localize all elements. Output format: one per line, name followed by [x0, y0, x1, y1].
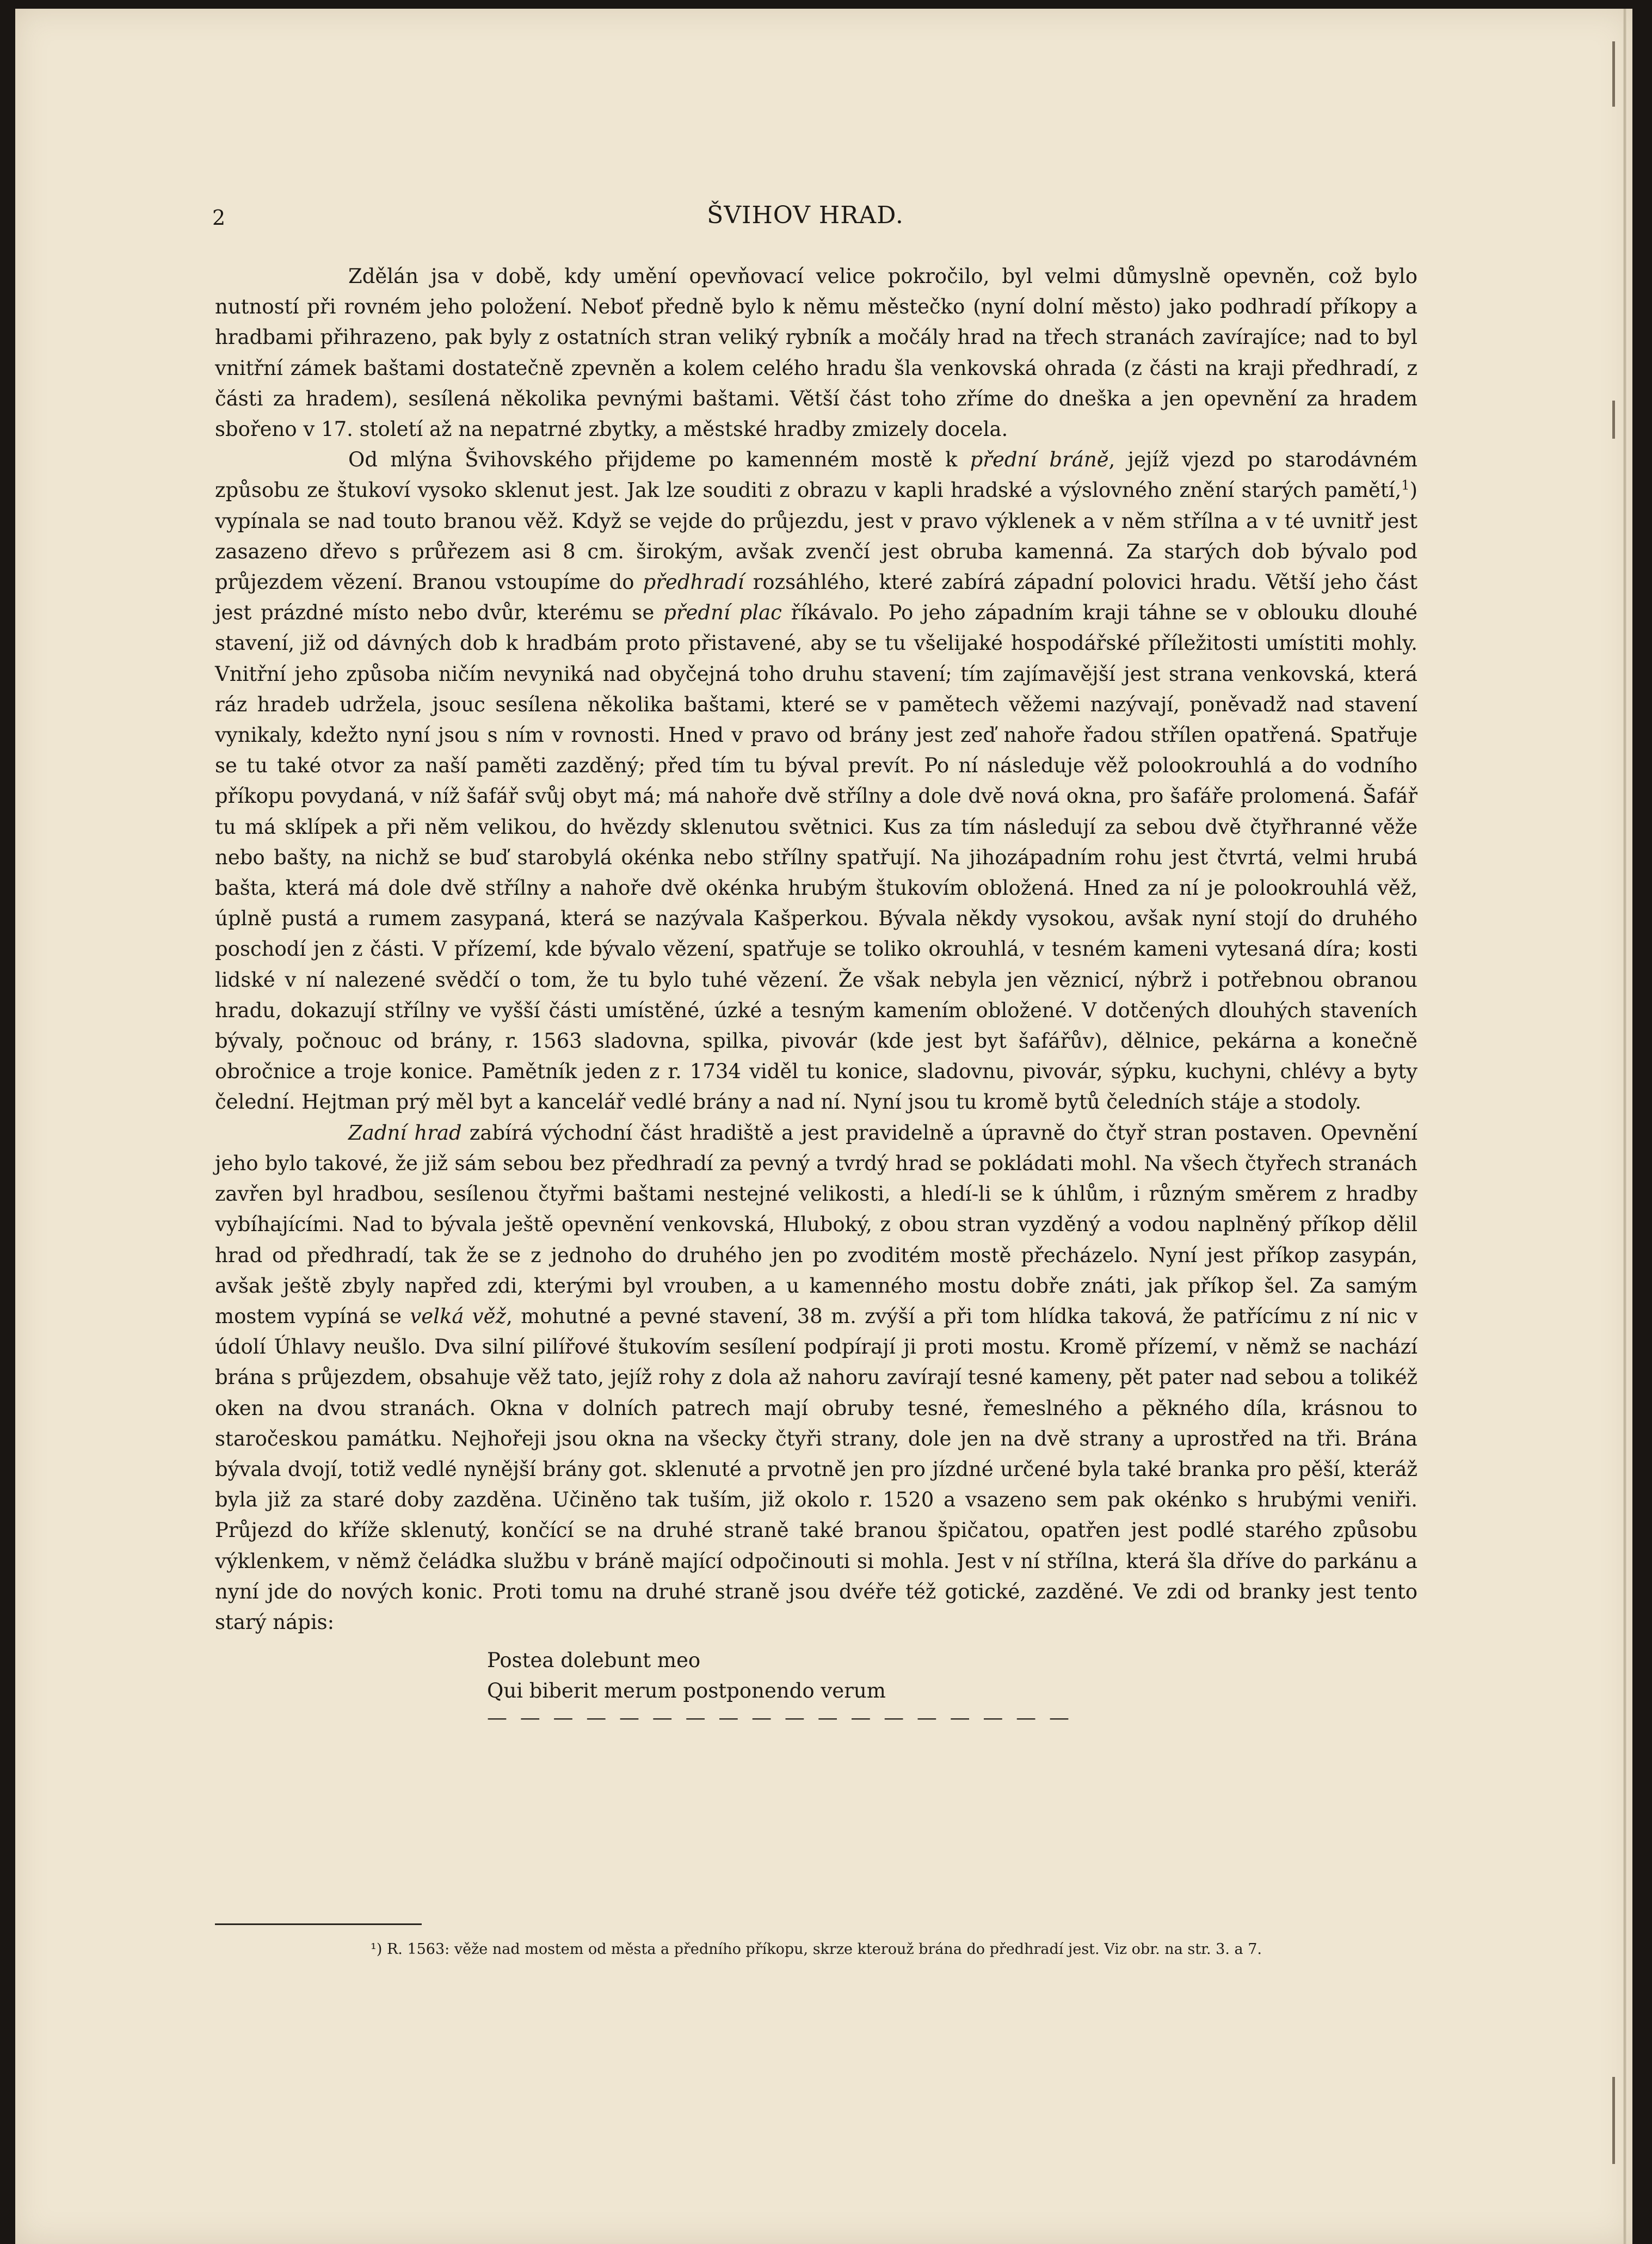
page-edge-shadow — [1623, 9, 1626, 2244]
italic-term: přední bráně — [970, 448, 1109, 472]
footnote-text: R. 1563: věže nad mostem od města a předního příkopu, skrze kterouž brána do předhradí jest. Viz obr. na str. 3. a 7. — [386, 1941, 1262, 1958]
page-number: 2 — [212, 206, 226, 230]
body-text — [215, 261, 1417, 1729]
text-run: , mohutné a pevné stavení, 38 m. zvýší a při tom hlídka taková, že patřícímu z ní nic v údolí Úhlavy neušlo. Dva silní pilířové štukovím sesílení podpírají ji proti mostu. Kromě přízemí, v němž se nachází brána s průjezdem, obsahuje věž tato, jejíž rohy z dola až nahoru zavírají tesné kameny, pět pater nad sebou a tolikéž oken na dvou stranách. Okna v dolních patrech mají obruby tesné, řemeslného a pěkného díla, krásnou to staročeskou památku. Nejhořeji jsou okna na všecky čtyři strany, dole jen na dvě strany a uprostřed na tři. Brána bývala dvojí, totiž vedlé nynější brány got. sklenuté a prvotně jen pro jízdné určené byla také branka pro pěší, kteráž byla již za staré doby zazděna. Učiněno tak tuším, již okolo r. 1520 a vsazeno sem pak okénko s hrubými veniři. Průjezd do kříže sklenutý, končící se na druhé straně také branou špičatou, opatřen jest podlé starého způsobu výklenkem, v němž čeládka službu v bráně mající odpočinouti si mohla. Jest v ní střílna, která šla dříve do parkánu a nyní jde do nových konic. Proti tomu na druhé straně jsou dvéře též gotické, zazděné. Ve zdi od branky jest tento starý nápis: — [215, 1304, 1417, 1634]
footnote-reference[interactable]: 1 — [1401, 478, 1410, 494]
text-run: ) vypínala se nad touto branou věž. Když se vejde do průjezdu, jest v pravo výklenek a v něm střílna a v té uvnitř jest zasazeno dřevo s průřezem asi 8 cm. širokým, avšak zvenčí jest obruba kamenná. Za starých dob bývalo pod průjezdem vězení. Branou vstoupíme do — [215, 478, 1417, 594]
text-run: , jejíž vjezd po starodávném způsobu ze štukoví vysoko sklenut jest. Jak lze souditi z obrazu v kapli hradské a výslovného znění starých pamětí, — [215, 448, 1417, 502]
scan-border-right — [1632, 0, 1652, 2244]
inscription-dashes: — — — — — — — — — — — — — — — — — — — [487, 1705, 1072, 1729]
text-run: říkávalo. Po jeho západním kraji táhne se v oblouku dlouhé stavení, již od dávných dob k hradbám proto přistavené, aby se tu všelijaké hospodářské příležitosti umístiti mohly. Vnitřní jeho způsoba ničím nevyniká nad obyčejná toho druhu stavení; tím zajímavější jest strana venkovská, která ráz hradeb udržela, jsouc sesílena několika baštami, které se v pamětech věžemi nazývají, poněvadž nad stavení vynikaly, kdežto nyní jsou s ním v rovnosti. Hned v pravo od brány jest zeď nahoře řadou střílen opatřená. Spatřuje se tu také otvor za naší paměti zazděný; před tím tu býval prevít. Po ní následuje věž polookrouhlá a do vodního příkopu povydaná, v níž šafář svůj obyt má; má nahoře dvě střílny a dole dvě nová okna, pro šafáře prolomená. Šafář tu má sklípek a při něm velikou, do hvězdy sklenutou světnici. Kus za tím následují za sebou dvě čtyřhranné věže nebo bašty, na nichž se buď starobylá okénka nebo střílny spatřují. Na jihozápadním rohu jest čtvrtá, velmi hrubá bašta, která má dole dvě střílny a nahoře dvě okénka hrubým štukovím obložená. Hned za ní je polookrouhlá věž, úplně pustá a rumem zasypaná, která se nazývala Kašperkou. Bývala někdy vysokou, avšak nyní stojí do druhého poschodí jen z části. V přízemí, kde bývalo vězení, spatřuje se toliko okrouhlá, v tesném kameni vytesaná díra; kosti lidské v ní nalezené svědčí o tom, že tu bylo tuhé vězení. Že však nebyla jen věznicí, nýbrž i potřebnou obranou hradu, dokazují střílny ve vyšší části umístěné, úzké a tesným kamením obložené. V dotčených dlouhých staveních bývaly, počnouc od brány, r. 1563 sladovna, spilka, pivovár (kde jest byt šafářův), dělnice, pekárna a konečně obročnice a troje konice. Pamětník jeden z r. 1734 viděl tu konice, sladovnu, pivovár, sýpku, kuchyni, chlévy a byty čelední. Hejtman prý měl byt a kancelář vedlé brány a nad ní. Nyní jsou tu kromě bytů čeledních stáje a stodoly. — [215, 601, 1417, 1114]
text-run: zabírá východní část hradiště a jest pravidelně a úpravně do čtyř stran postaven. Opevnění jeho bylo takové, že již sám sebou bez předhradí za pevný a tvrdý hrad se pokládati mohl. Na všech čtyřech stranách zavřen byl hradbou, sesílenou čtyřmi baštami nestejné velikosti, a hledí-li se k úhlům, i různým směrem z hradby vybíhajícími. Nad to bývala ještě opevnění venkovská, Hluboký, z obou stran vyzděný a vodou naplněný příkop dělil hrad od předhradí, tak že se z jednoho do druhého jen po zvoditém mostě přecházelo. Nyní jest příkop zasypán, avšak ještě zbyly napřed zdi, kterými byl vrouben, a u kamenného mostu dobře znáti, jak příkop šel. Za samým mostem vypíná se — [215, 1121, 1418, 1328]
footnote — [215, 1939, 1417, 1960]
footnote-marker: ¹) — [371, 1941, 383, 1958]
footnote-rule — [215, 1923, 422, 1925]
inscription-line-1: Postea dolebunt meo — [487, 1649, 701, 1673]
edge-mark — [1612, 41, 1615, 107]
paragraph-3 — [215, 1118, 1417, 1638]
running-title: ŠVIHOV HRAD. — [707, 201, 904, 229]
italic-term: Zadní hrad — [348, 1121, 462, 1145]
italic-term: předhradí — [643, 570, 744, 594]
scan-border-top — [0, 0, 1652, 9]
page-header — [212, 201, 1398, 239]
inscription-quote — [487, 1645, 1417, 1728]
paragraph-1: Zdělán jsa v době, kdy umění opevňovací velice pokročilo, byl velmi důmyslně opevněn, což bylo nutností při rovném jeho položení. Neboť předně bylo k němu městečko (nyní dolní město) jako podhradí příkopy a hradbami přihrazeno, pak byly z ostatních stran veliký rybník a močály hrad na třech stranách zavírajíce; nad to byl vnitřní zámek baštami dostatečně zpevněn a kolem celého hradu šla venkovská ohrada (z části na kraji předhradí, z části za hradem), sesílená několika pevnými baštami. Větší část toho zříme do dneška a jen opevnění za hradem sbořeno v 17. století až na nepatrné zbytky, a městské hradby zmizely docela. — [215, 265, 1417, 441]
italic-term: přední plac — [663, 601, 782, 625]
edge-mark — [1612, 2077, 1615, 2164]
inscription-line-2: Qui biberit merum postponendo verum — [487, 1679, 886, 1703]
edge-mark — [1612, 401, 1615, 439]
italic-term: velká věž — [410, 1304, 507, 1328]
paragraph-2 — [215, 445, 1417, 1117]
text-run: Od mlýna Švihovského přijdeme po kamenném mostě k — [348, 448, 970, 472]
scan-border-left — [0, 0, 15, 2244]
text-run: rozsáhlého, které zabírá západní polovici hradu. Větší jeho část jest prázdné místo nebo dvůr, kterému se — [215, 570, 1417, 625]
